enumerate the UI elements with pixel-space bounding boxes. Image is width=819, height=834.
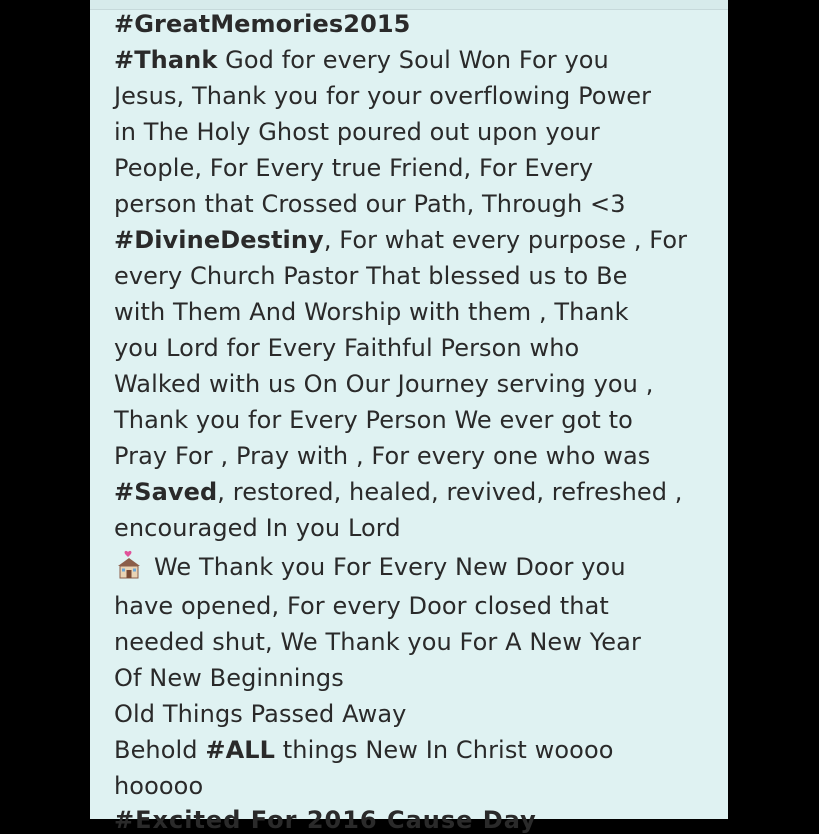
post-line-8: every Church Pastor That blessed us to Be [114, 262, 628, 290]
post-line-16-text: We Thank you For Every New Door you [154, 553, 626, 581]
post-line-15: encouraged In you Lord [114, 514, 401, 542]
post-line-cut-off: #Excited For 2016 Cause Day [114, 806, 537, 834]
post-line-4: in The Holy Ghost poured out upon your [114, 118, 600, 146]
post-line-18: needed shut, We Thank you For A New Year [114, 628, 641, 656]
hashtag-divine-destiny[interactable]: #DivineDestiny [114, 226, 324, 254]
hashtag-saved[interactable]: #Saved [114, 478, 218, 506]
post-line-6: person that Crossed our Path, Through <3 [114, 190, 626, 218]
post-line-19: Of New Beginnings [114, 664, 344, 692]
post-line-11: Walked with us On Our Journey serving you , [114, 370, 654, 398]
post-line-14-text: , restored, healed, revived, refreshed , [217, 478, 683, 506]
post-line-14 [114, 474, 726, 510]
wedding-chapel-icon [114, 549, 144, 579]
hashtag-thank[interactable]: #Thank [114, 46, 218, 74]
post-line-20: Old Things Passed Away [114, 700, 407, 728]
post-line-2-text: God for every Soul Won For you [217, 46, 609, 74]
post-line-13: Pray For , Pray with , For every one who was [114, 442, 651, 470]
post-line-16 [114, 546, 726, 588]
post-line-21-pre: Behold [114, 736, 206, 764]
post-line-21 [114, 732, 726, 768]
post-line-21-text: things New In Christ woooo [275, 736, 614, 764]
post-line-12: Thank you for Every Person We ever got to [114, 406, 633, 434]
post-line-7-text: , For what every purpose , For [323, 226, 688, 254]
post-panel [90, 0, 728, 834]
post-line-5: People, For Every true Friend, For Every [114, 154, 594, 182]
post-line-17: have opened, For every Door closed that [114, 592, 609, 620]
post-line-22: hooooo [114, 772, 204, 800]
post-text [114, 6, 726, 804]
post-line-2 [114, 42, 726, 78]
post-line-3: Jesus, Thank you for your overflowing Power [114, 82, 652, 110]
post-line-10: you Lord for Every Faithful Person who [114, 334, 580, 362]
post-line-7 [114, 222, 726, 258]
post-line-9: with Them And Worship with them , Thank [114, 298, 629, 326]
hashtag-great-memories[interactable]: #GreatMemories2015 [114, 10, 411, 38]
hashtag-all[interactable]: #ALL [205, 736, 276, 764]
